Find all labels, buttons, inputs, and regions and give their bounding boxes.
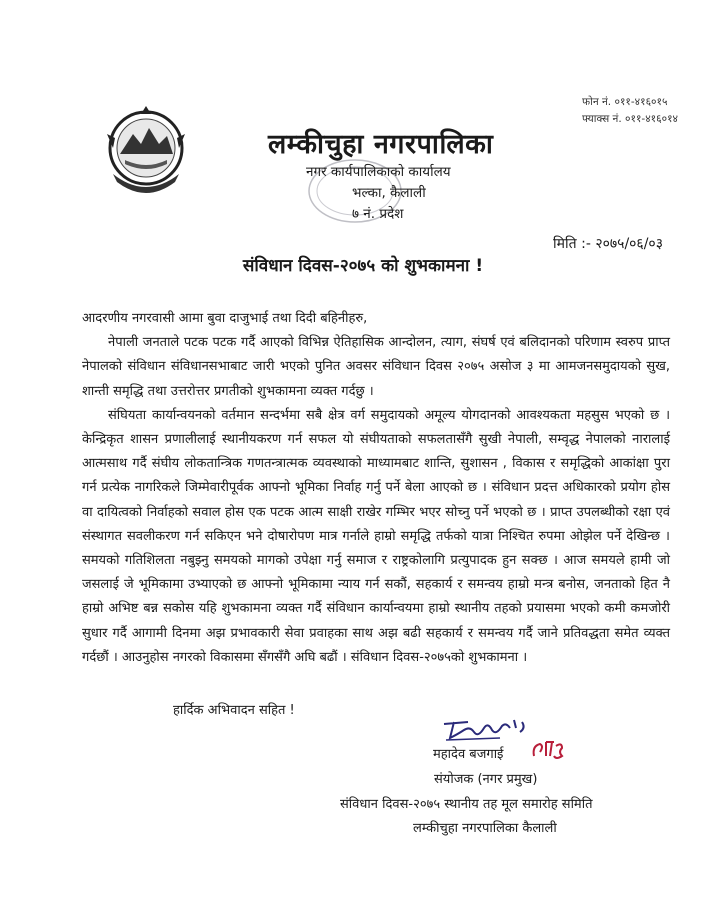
committee-name: संविधान दिवस-२०७५ स्थानीय तह मूल समारोह समिति [340,797,593,812]
office-line-1: नगर कार्यपालिकाको कार्यालय [306,164,451,180]
handwritten-signature-icon [440,712,540,744]
regards-line: हार्दिक अभिवादन सहित ! [173,703,295,718]
office-line-3: ७ नं. प्रदेश [352,206,404,222]
office-address [306,162,451,225]
fax-number: फ्याक्स नं. ०११-४१६०१४ [582,113,678,125]
signatory-title: संयोजक (नगर प्रमुख) [434,772,538,787]
paragraph-2: संघियता कार्यान्वयनको वर्तमान सन्दर्भमा सबै क्षेत्र वर्ग समुदायको अमूल्य योगदानको आवश्यकता महसुस भएको छ । केन्द्रिकृत शासन प्रणालीलाई स्थानीयकरण गर्न सफल यो संघीयताको सफलतासँगै सुखी नेपाली, सम्वृद्ध नेपालको नारालाई आत्मसाथ गर्दै संघीय लोकतान्त्रिक गणतन्त्रात्मक व्यवस्थाको माध्यामबाट शान्ति, सुशासन , विकास र समृद्धिको आकांक्षा पुरा गर्न प्रत्येक नागरिकले जिम्मेवारीपूर्वक आफ्नो भूमिका निर्वाह गर्नु पर्ने बेला आएको छ । संविधान प्रदत्त अधिकारको प्रयोग होस वा दायित्वको निर्वाहको सवाल होस एक पटक आत्म साक्षी राखेर गम्भिर भएर सोच्नु पर्ने भएको छ । प्राप्त उपलब्धीको रक्षा एवं संस्थागत सवलीकरण गर्न सकिएन भने दोषारोपण मात्र गर्नाले हाम्रो समृद्धि तर्फको यात्रा निश्चित रुपमा ओझेल पर्ने देखिन्छ । समयको गतिशिलता नबुझ्नु समयको मागको उपेक्षा गर्नु समाज र राष्ट्रकोलागि प्रत्युपादक हुन सक्छ । आज समयले हामी जो जसलाई जे भूमिकामा उभ्याएको छ आफ्नो भूमिकामा न्याय गर्न सकौं, सहकार्य र समन्वय हाम्रो मन्त्र बनोस, जनताको हित नै हाम्रो अभिष्ट बन्न सकोस यहि शुभकामना व्यक्त गर्दै संविधान कार्यान्वयमा हाम्रो स्थानीय तहको प्रयासमा भएको कमी कमजोरी सुधार गर्दै आगामी दिनमा अझ प्रभावकारी सेवा प्रवाहका साथ अझ बढी सहकार्य र समन्वय गर्दै जाने प्रतिवद्धता समेत व्यक्त गर्दछौं । आउनुहोस नगरको विकासमा सँगसँगै अघि बढौं । संविधान दिवस-२०७५को शुभकामना । [82,407,670,665]
office-name: लम्कीचुहा नगरपालिका [268,129,494,160]
office-line-2: भल्का, कैलाली [352,185,426,201]
signatory-name: महादेव बजगाई [433,747,504,762]
letter-heading: संविधान दिवस-२०७५ को शुभकामना ! [242,256,484,276]
contact-block [582,94,678,128]
phone-number: फोन नं. ०११-४१६०१५ [582,96,668,108]
municipality-place: लम्कीचुहा नगरपालिका कैलाली [413,821,557,836]
letter-date: मिति :- २०७५/०६/०३ [553,236,663,252]
initials-mark-icon [530,738,566,760]
salutation: आदरणीय नगरवासी आमा बुवा दाजुभाई तथा दिदी बहिनीहरु, [82,311,368,326]
paragraph-1: नेपाली जनताले पटक पटक गर्दै आएको विभिन्न ऐतिहासिक आन्दोलन, त्याग, संघर्ष एवं बलिदानको परिणाम स्वरुप प्राप्त नेपालको संविधान संविधानसभाबाट जारी भएको पुनित अवसर संविधान दिवस २०७५ असोज ३ मा आमजनसमुदायको सुख, शान्ती समृद्धि तथा उत्तरोत्तर प्रगतीको शुभकामना व्यक्त गर्दछु । [82,335,670,399]
letter-body [82,307,670,670]
nepal-government-emblem-icon [103,104,189,194]
